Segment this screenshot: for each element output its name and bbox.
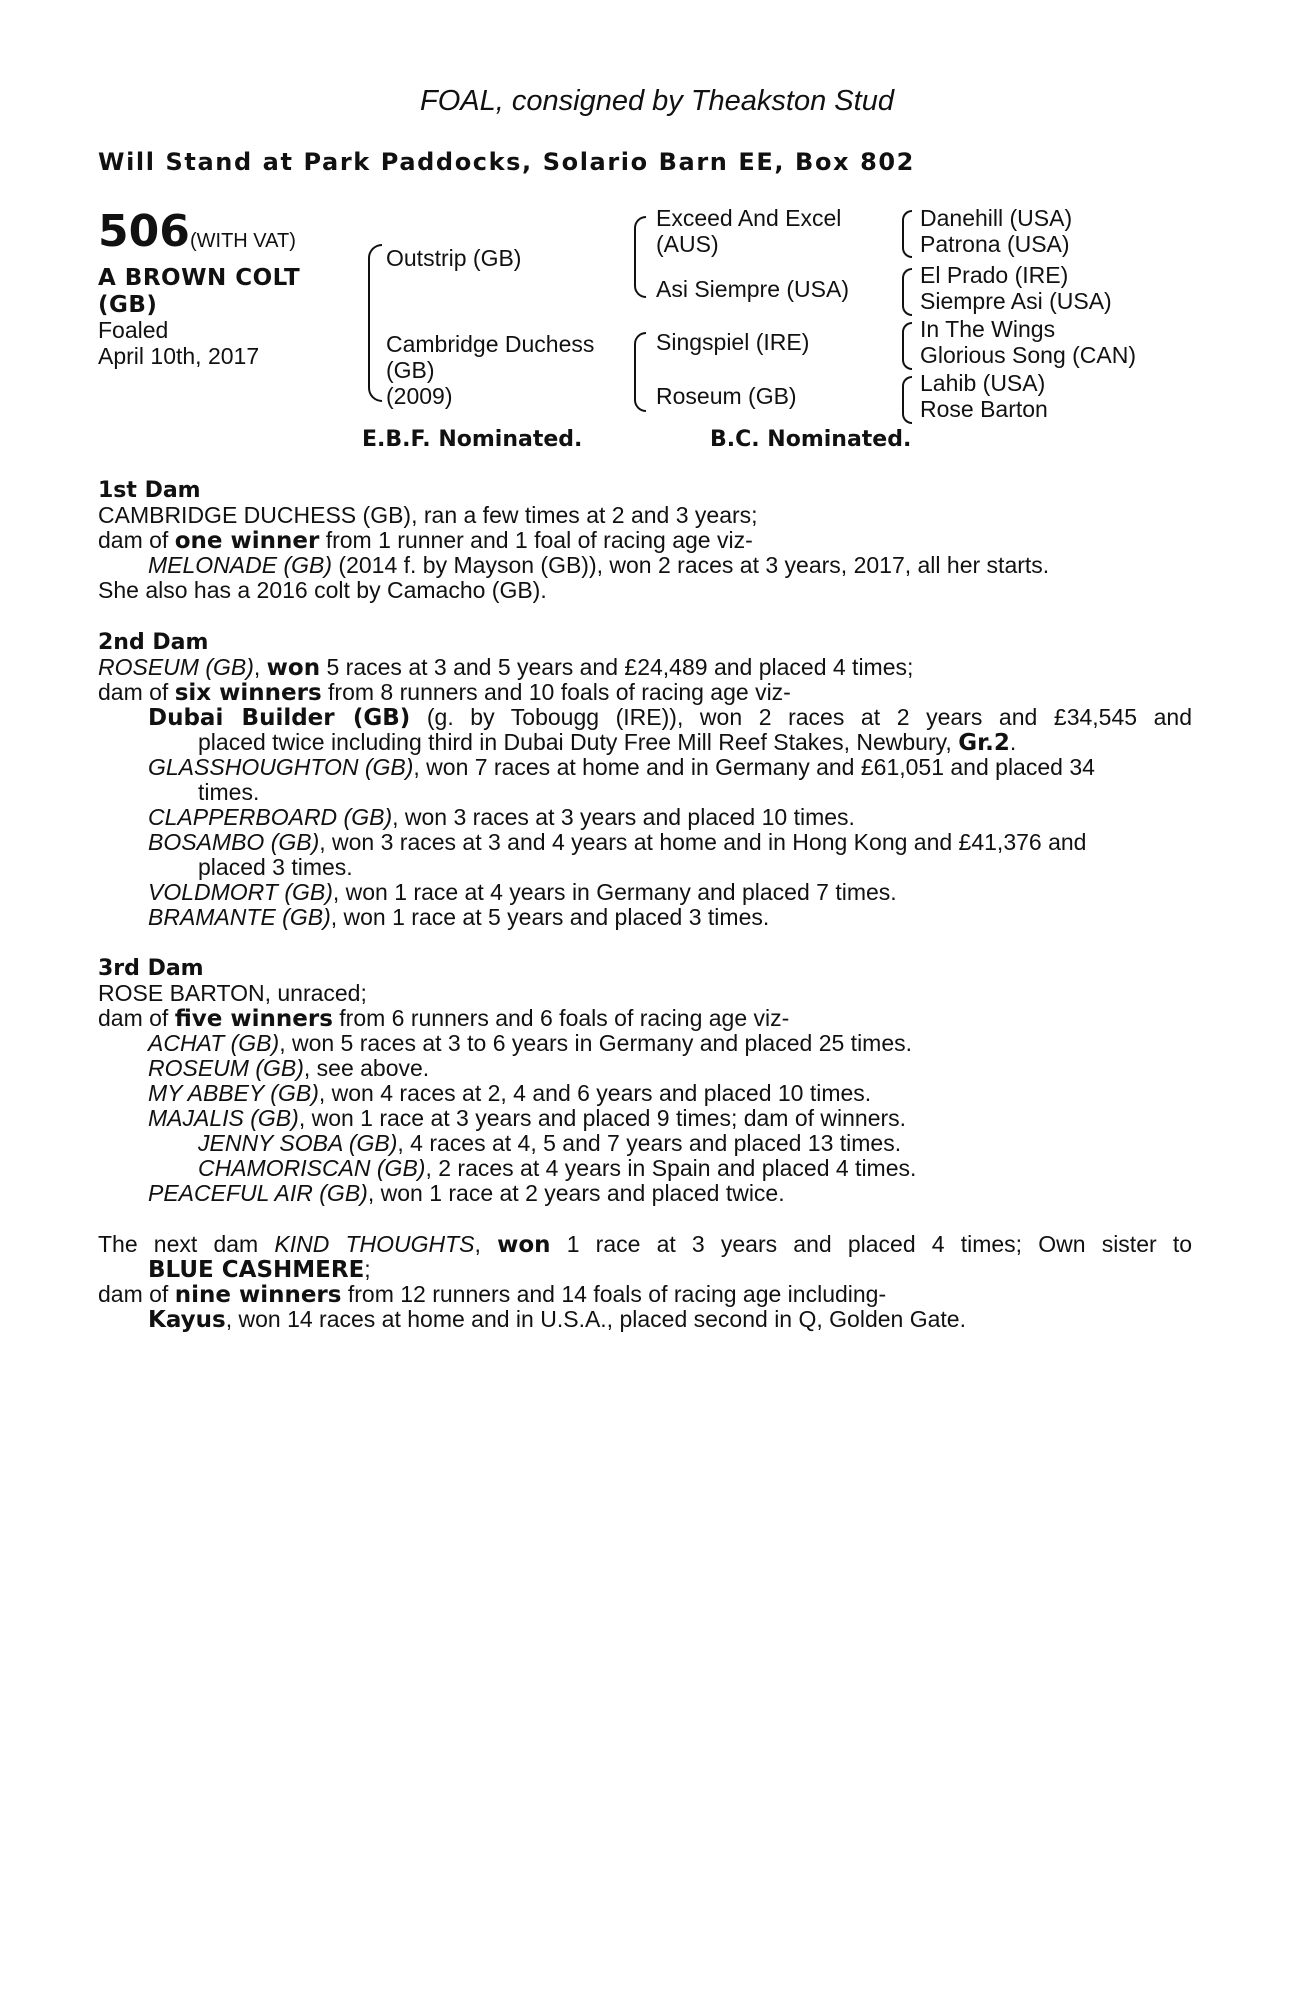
pedigree-sire: Outstrip (GB) [386, 245, 522, 271]
next-dam-sister: BLUE CASHMERE; [148, 1256, 371, 1283]
second-dam-produce-summary: dam of six winners from 8 runners and 10 foals of racing age viz- [98, 679, 791, 706]
foaled-label: Foaled [98, 317, 169, 343]
third-dam-offspring-2: ROSEUM (GB), see above. [148, 1055, 430, 1081]
third-dam-grandchild-2: CHAMORISCAN (GB), 2 races at 4 years in Spain and placed 4 times. [198, 1155, 917, 1181]
second-dam-offspring-6: BRAMANTE (GB), won 1 race at 5 years and placed 3 times. [148, 904, 770, 930]
second-dam-offspring-1-cont: placed twice including third in Dubai Duty Free Mill Reef Stakes, Newbury, Gr.2. [198, 729, 1017, 756]
first-dam-line: CAMBRIDGE DUCHESS (GB), ran a few times at 2 and 3 years; [98, 502, 758, 528]
third-dam-produce-summary: dam of five winners from 6 runners and 6 foals of racing age viz- [98, 1005, 790, 1032]
pedigree-sire-sire-country: (AUS) [656, 231, 719, 257]
pedigree-dam-dam: Roseum (GB) [656, 383, 797, 409]
third-dam-heading: 3rd Dam [98, 956, 204, 981]
pedigree-sire-sire: Exceed And Excel [656, 205, 842, 231]
pedigree-brace-g56 [902, 322, 912, 370]
pedigree-brace-main [368, 244, 382, 402]
lot-description-country: (GB) [98, 292, 158, 318]
foaled-date: April 10th, 2017 [98, 343, 260, 369]
third-dam-offspring-1: ACHAT (GB), won 5 races at 3 to 6 years in Germany and placed 25 times. [148, 1030, 913, 1056]
third-dam-offspring-5: PEACEFUL AIR (GB), won 1 race at 2 years and placed twice. [148, 1180, 785, 1206]
first-dam-heading: 1st Dam [98, 478, 201, 503]
second-dam-offspring-4-cont: placed 3 times. [198, 854, 353, 880]
next-dam-produce-summary: dam of nine winners from 12 runners and 14 foals of racing age including- [98, 1281, 887, 1308]
bc-nominated: B.C. Nominated. [710, 427, 912, 452]
pedigree-gg7: Lahib (USA) [920, 370, 1046, 396]
pedigree-gg8: Rose Barton [920, 396, 1048, 422]
third-dam-grandchild-1: JENNY SOBA (GB), 4 races at 4, 5 and 7 years and placed 13 times. [198, 1130, 902, 1156]
pedigree-brace-g78 [902, 376, 912, 424]
pedigree-gg1: Danehill (USA) [920, 205, 1073, 231]
vat-note: (WITH VAT) [190, 230, 296, 252]
second-dam-offspring-1: Dubai Builder (GB) (g. by Tobougg (IRE)), won 2 races at 2 years and £34,545 and [148, 704, 1193, 731]
third-dam-offspring-4: MAJALIS (GB), won 1 race at 3 years and placed 9 times; dam of winners. [148, 1105, 907, 1131]
second-dam-line: ROSEUM (GB), won 5 races at 3 and 5 years and £24,489 and placed 4 times; [98, 654, 914, 681]
pedigree-gg3: El Prado (IRE) [920, 262, 1069, 288]
pedigree-dam-sire: Singspiel (IRE) [656, 329, 810, 355]
first-dam-offspring: MELONADE (GB) (2014 f. by Mayson (GB)), won 2 races at 3 years, 2017, all her starts. [148, 552, 1050, 578]
next-dam-offspring-1: Kayus, won 14 races at home and in U.S.A., placed second in Q, Golden Gate. [148, 1306, 966, 1333]
pedigree-dam: Cambridge Duchess [386, 331, 595, 357]
pedigree-gg4: Siempre Asi (USA) [920, 288, 1112, 314]
pedigree-gg5: In The Wings [920, 316, 1056, 342]
lot-number: 506 [98, 206, 190, 257]
pedigree-brace-g34 [902, 268, 912, 316]
third-dam-offspring-3: MY ABBEY (GB), won 4 races at 2, 4 and 6 years and placed 10 times. [148, 1080, 872, 1106]
first-dam-produce-summary: dam of one winner from 1 runner and 1 foal of racing age viz- [98, 527, 753, 554]
page-title: FOAL, consigned by Theakston Stud [420, 85, 894, 117]
pedigree-gg2: Patrona (USA) [920, 231, 1070, 257]
second-dam-offspring-2-cont: times. [198, 779, 260, 805]
pedigree-brace-sire [634, 216, 646, 298]
next-dam-line: The next dam KIND THOUGHTS, won 1 race at 3 years and placed 4 times; Own sister to [98, 1231, 1192, 1258]
third-dam-line: ROSE BARTON, unraced; [98, 980, 367, 1006]
second-dam-offspring-5: VOLDMORT (GB), won 1 race at 4 years in Germany and placed 7 times. [148, 879, 897, 905]
first-dam-note: She also has a 2016 colt by Camacho (GB). [98, 577, 547, 603]
second-dam-heading: 2nd Dam [98, 630, 209, 655]
second-dam-offspring-2: GLASSHOUGHTON (GB), won 7 races at home and in Germany and £61,051 and placed 34 [148, 754, 1095, 780]
stand-location: Will Stand at Park Paddocks, Solario Barn EE, Box 802 [98, 148, 915, 176]
pedigree-dam-year: (2009) [386, 383, 453, 409]
second-dam-offspring-4: BOSAMBO (GB), won 3 races at 3 and 4 years at home and in Hong Kong and £41,376 and [148, 829, 1087, 855]
pedigree-dam-country: (GB) [386, 357, 435, 383]
pedigree-brace-g12 [902, 210, 912, 258]
pedigree-sire-dam: Asi Siempre (USA) [656, 276, 849, 302]
ebf-nominated: E.B.F. Nominated. [362, 427, 583, 452]
second-dam-offspring-3: CLAPPERBOARD (GB), won 3 races at 3 years and placed 10 times. [148, 804, 855, 830]
lot-description: A BROWN COLT [98, 265, 301, 291]
pedigree-brace-dam [634, 332, 646, 412]
pedigree-gg6: Glorious Song (CAN) [920, 342, 1137, 368]
